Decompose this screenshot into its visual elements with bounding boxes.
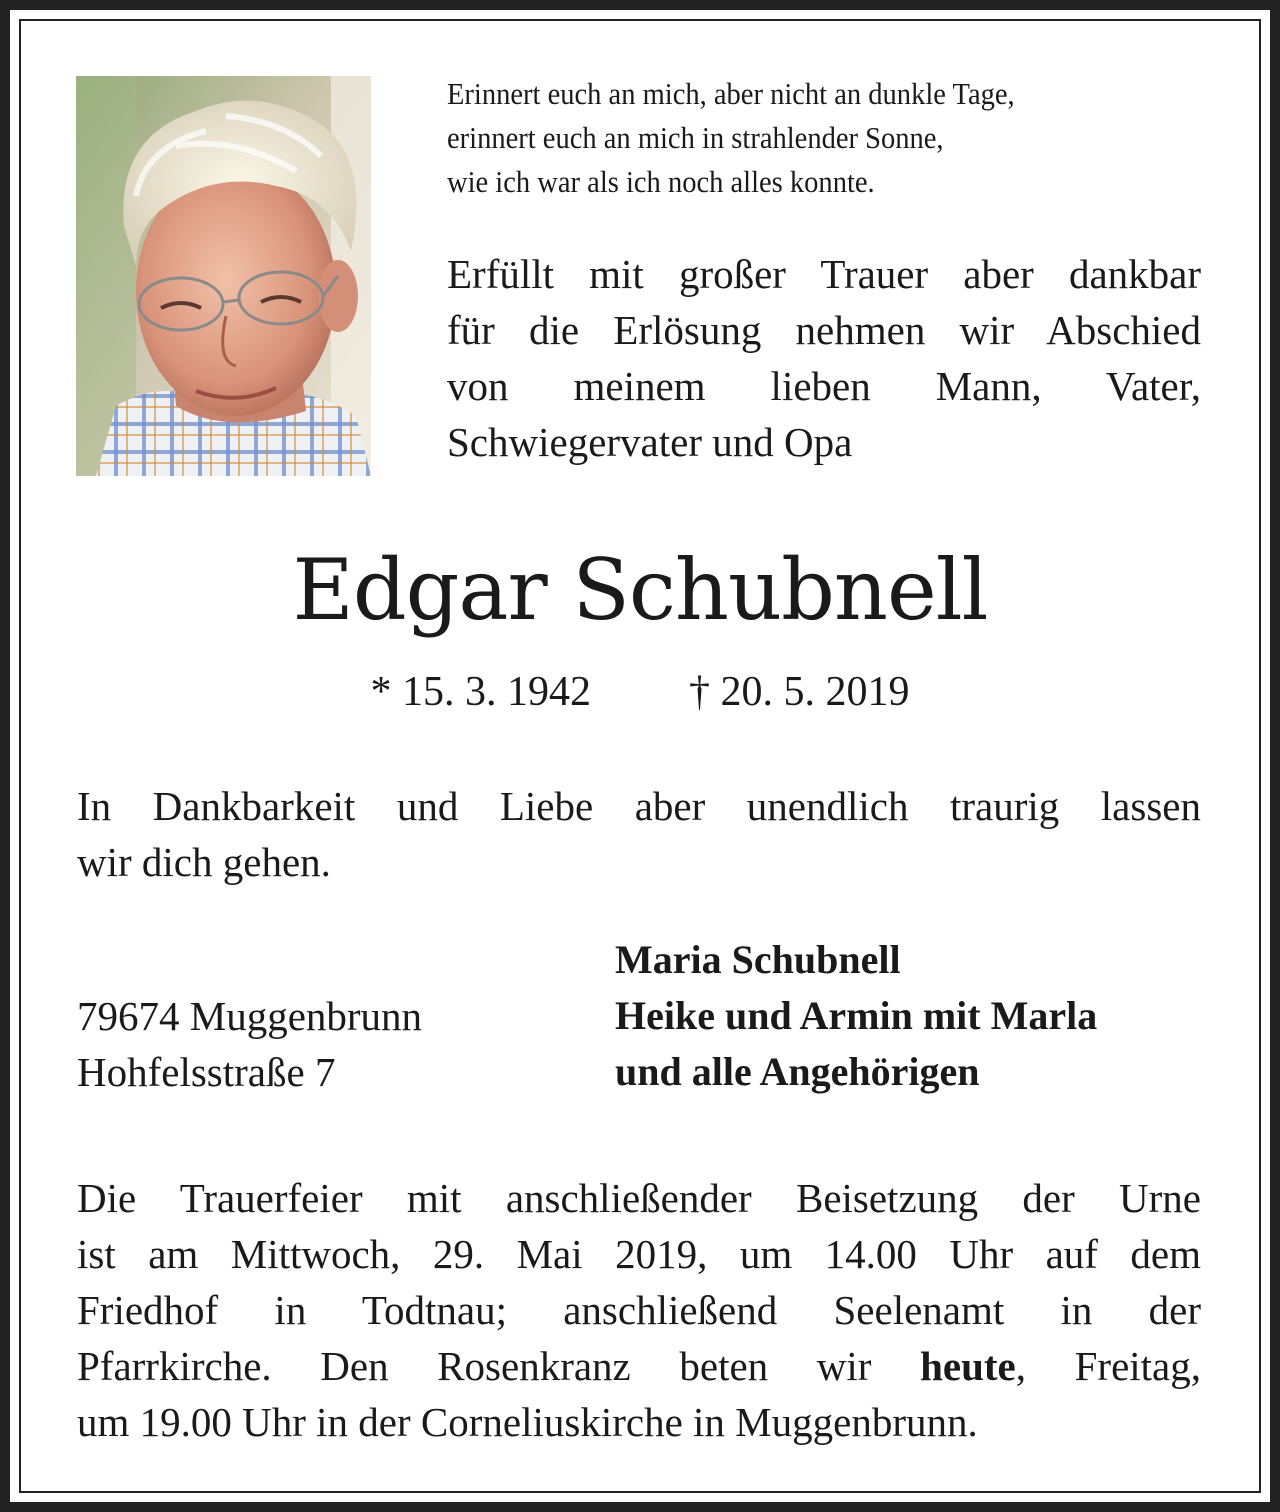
deceased-name: Edgar Schubnell <box>292 541 988 639</box>
address-line: Hohfelsstraße 7 <box>77 1049 336 1095</box>
ceremony-line: Die Trauerfeier mit anschließender Beisetzung der Urne <box>77 1175 1201 1221</box>
poem-verse <box>447 72 1155 204</box>
ceremony-line: Friedhof in Todtnau; anschließend Seelenamt in der <box>77 1287 1201 1333</box>
life-dates <box>0 668 1280 716</box>
mourner-line: Heike und Armin mit Marla <box>615 993 1098 1038</box>
ceremony-line: um 19.00 Uhr in der Corneliuskirche in Muggenbrunn. <box>77 1399 978 1445</box>
poem-line: erinnert euch an mich in strahlender Sonne, <box>447 120 944 155</box>
ceremony-text: Pfarrkirche. Den Rosenkranz beten wir <box>77 1343 921 1389</box>
intro-line: Schwiegervater und Opa <box>447 419 853 465</box>
ceremony-line <box>77 1338 1201 1394</box>
mourner-line: und alle Angehörigen <box>615 1049 980 1094</box>
poem-line: wie ich war als ich noch alles konnte. <box>447 164 875 199</box>
birth-date: * 15. 3. 1942 <box>370 669 591 715</box>
poem-line: Erinnert euch an mich, aber nicht an dunkle Tage, <box>447 76 1015 111</box>
address-line: 79674 Muggenbrunn <box>77 993 423 1039</box>
farewell-line: In Dankbarkeit und Liebe aber unendlich traurig lassen <box>77 783 1201 829</box>
ceremony-text: , Freitag, <box>1015 1343 1201 1389</box>
intro-line: von meinem lieben Mann, Vater, <box>447 363 1201 409</box>
death-date: † 20. 5. 2019 <box>689 669 910 715</box>
intro-line: Erfüllt mit großer Trauer aber dankbar <box>447 251 1201 297</box>
intro-line: für die Erlösung nehmen wir Abschied <box>447 307 1201 353</box>
ceremony-line: ist am Mittwoch, 29. Mai 2019, um 14.00 Uhr auf dem <box>77 1231 1201 1277</box>
farewell-text <box>77 778 1201 890</box>
family-address <box>77 988 597 1100</box>
portrait-photo <box>76 76 371 476</box>
ceremony-info <box>77 1170 1201 1450</box>
mourners-list <box>615 932 1235 1100</box>
farewell-line: wir dich gehen. <box>77 839 331 885</box>
ceremony-emphasis: heute <box>920 1343 1016 1389</box>
mourner-line: Maria Schubnell <box>615 937 901 982</box>
intro-text <box>447 246 1201 470</box>
